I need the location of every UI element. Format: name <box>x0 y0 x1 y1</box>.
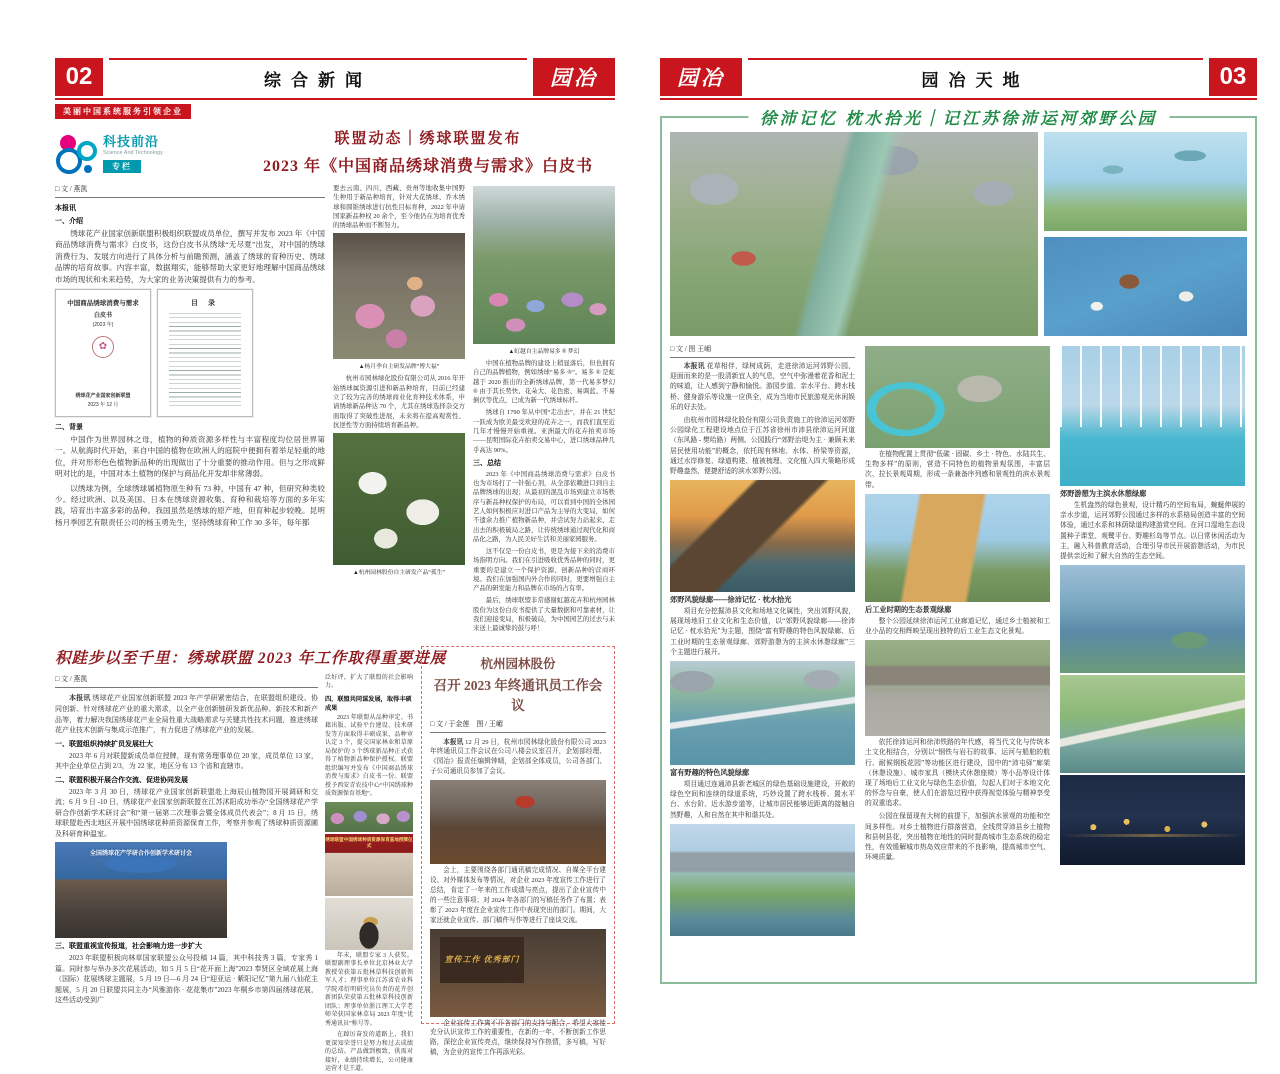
plaque-ceremony-photo <box>325 834 413 896</box>
garden-center-photo <box>473 186 615 344</box>
white-hydrangea-photo <box>333 433 465 565</box>
blue-path-park-photo <box>865 346 1050 448</box>
page-02-header <box>55 58 615 119</box>
molecule-icon <box>55 131 97 175</box>
paragraph: 本报讯 绣球花产业国家创新联盟 2023 年产学研紧密结合，在联盟组织建设、协同创新、针对绣球花产业的重大需求，以全产业创新链研发新优品种、新技术和新产品等，着力解决我国绣球花产业全局性重大战略需求与关键共性技术问题，推进绣球花产业技术创新与集成示范推广，有力促进了绣球花产业的发展。 <box>55 693 319 735</box>
industrial-relic-garden-photo <box>865 640 1050 736</box>
paragraph: 在植物配置上贯彻“低碳 · 固碳、乡土 · 特色、水陆共生、生物多样”的原则，营造不同特色的植物景观氛围，丰富层次、拉长景观周期，形成一条兼备序列感和景观性的滨水景观带。 <box>865 451 1050 489</box>
paragraph: 由杭州市园林绿化股份有限公司负责施工的徐沛运河郊野公园绿化工程建设地点位于江苏省徐州市沛县徐沛运河河道（东风路 - 樊哈路）两侧。公园践行“郊野治堤为主 · 兼顾未来居民使用功能”的概念，依托现有林地、水体、桥梁等资源，通过水岸修复、绿道构建、植被梳理、文化植入四大策略形成野趣盎然、便捷舒适的滨水郊野公园。 <box>670 416 855 475</box>
paragraph: 生机盎然的绿色景观，设计精巧的空间布局，蜿蜒伸展的亲水步道，运河郊野公园通过多样的水系格局创造丰富的空间体验，通过水系和林荫绿道构建游赏空间。在河口湿地生态设置种子课堂、观鹭平台、野趣杉岛等节点。以日常休闲活动为主，融入科普教育活动，合理引导市民开展游憩活动，为市民提供亲近和了解大自然的生态空间。 <box>1060 502 1245 560</box>
paragraph: 本报讯 花草相伴，绿树成荫，走进徐沛运河郊野公园，迎面而来的是一股清新宜人的气息，空气中弥漫着花香和泥土的味道，让人感到宁静和愉悦。游园步道、亲水平台、跨水栈桥、健身游乐等设施一应俱全，成为当地市民旅游观光休闲娱乐的好去处。 <box>670 363 856 411</box>
paragraph: 中国在植物品牌的建设上稍显落后，但也拥有自己的品牌植物，例如绣球“易多 ®”。易多 ® 是虹越于 2020 推出的全新绣球品牌，第一代易多梦幻 ® 由于其长势快、花朵大、花色密、易调蓝、不易倒伏等优点，已成为新一代绣球标杆。 <box>473 360 615 405</box>
sunset-pavilion-photo <box>670 480 855 592</box>
paragraph: 绣球自 1790 年从中国“走出去”，并在 21 世纪一跃成为欧美最受欢迎的花卉之一，而我们直至近几年才慢慢开始重视。亚洲最大的花卉拍卖市场——昆明国际花卉拍卖交易中心，进口绣球品种几乎高达 90%。 <box>473 409 615 454</box>
tree-sculpture-photo <box>1044 132 1247 231</box>
aerial-canal-park-photo <box>670 132 1038 336</box>
article1-body <box>55 184 615 637</box>
science-column-subtitle: Science And Technology <box>103 150 163 156</box>
whitepaper-covers <box>55 289 325 417</box>
section-heading: 二、背景 <box>55 423 83 431</box>
photo-caption: ▲虹越自主品牌易多 ® 梦幻 <box>508 349 580 355</box>
paragraph: 2023 年 6 月对联盟新成员单位授牌，现有常务理事单位 20 家，成员单位 13 家，其中企业单位占到 2/3，为 22 家，地区分布 13 个省和直辖市。 <box>55 751 318 771</box>
garden-bridge-photo <box>1060 675 1245 773</box>
section-heading: 一、介绍 <box>55 218 83 225</box>
section-heading: 一、联盟组织持续扩员发展壮大 <box>55 740 153 748</box>
article2-headline: 积跬步以至千里：绣球联盟 2023 年工作取得重要进展 <box>55 649 447 667</box>
hydrangea-varieties-photo <box>325 802 413 832</box>
paragraph: 以绣球为例，全球绣球属植物原生种有 73 种，中国有 47 种，但研究种类较少。经过欧洲、以及美国、日本在绣球资源收集、育种和栽培等方面的多年实践，培育出丰富多彩的品种。我国虽然是绣球的原产地，但育种起步较晚。昆明杨月季园艺有限责任公司的杨玉勇先生，坚持绣球育种工作 30 多年，每年都 <box>55 483 325 527</box>
paragraph: 本报讯 12 月 29 日，杭州市园林绿化股份有限公司 2023 年终通讯员工作会议在公司八楼会议室召开，企划部经理、《园冶》报责任编辑钟晴，企划部全体成员，公司各部门、子公司通讯员参加了会议。 <box>430 738 607 776</box>
article2 <box>55 646 447 1073</box>
section-heading: 二、联盟积极开展合作交流、促进协同发展 <box>55 776 188 784</box>
masthead-logo: 园冶 <box>660 58 742 96</box>
science-column-logo <box>55 125 241 176</box>
page-number: 03 <box>1209 58 1257 96</box>
paragraph: 项目通过连通沛县新老城区的绿色基础设施建设，开敞的绿色空间和连续的绿道系统，巧妙设置了跨水栈桥、置水平台、水台阶、近水游步道等，让城市居民能够近距离的接触自然野趣，人和自然在其中和谐共处。 <box>670 781 855 819</box>
paragraph: 依托徐沛运河和徐沛铁路的年代感，将当代文化与传统本土文化相结合，分别以“钢铁与岩石的故事、运河与船舶的航行、耐候钢板花园”等功能区进行建设，园中的“沛屯驿”廊架（休憩设施）、城市家具（模块式休憩座椅）等小品等设计体现了场地后工业文化与绿色生态价值，勾起人们对于本地文化的怀念与自豪，使人们在游览过程中获得视觉体验与精神享受的双重追求。 <box>865 739 1050 808</box>
masthead-logo: 园冶 <box>533 58 615 96</box>
breeder-with-hydrangeas-photo <box>333 233 465 359</box>
paragraph: 泛好评，扩大了联盟的社会影响力。 <box>325 674 413 690</box>
header-rule <box>660 98 1257 100</box>
science-column-title: 科技前沿 <box>103 134 160 149</box>
man-with-plaque-photo <box>325 898 413 950</box>
whitepaper-toc-page: 目 录 <box>157 289 253 417</box>
toc-lines <box>169 313 241 408</box>
article2-byline: □ 文 / 燕凯 <box>55 674 318 688</box>
wetland-lake-photo <box>1060 565 1245 673</box>
paragraph: 要去云南、四川、西藏、贵州等地收集中国野生种用于新品种培育，针对大花绣球、乔木绣球和圆锥绣球进行抗性目标育种，2022 年申请国家新品种权 20 余个，至今他仍在为培育优秀的绣球品种而不断努力。 <box>333 185 465 230</box>
page-03-header <box>660 58 1257 100</box>
article1-byline: □ 文 / 燕凯 <box>55 184 325 198</box>
page-number: 02 <box>55 58 103 96</box>
paragraph: 企业宣传工作离不开各部门的支持与配合，希望大家能充分认识宣传工作的重要性，在新的一年，不断创新工作思路，深挖企业宣传亮点，继续保持写作热情，多写稿，写好稿，为企业的宣传工作再添光彩。 <box>430 1019 606 1057</box>
symposium-group-photo <box>55 842 227 938</box>
meeting-room-photo <box>430 780 606 864</box>
page-02 <box>55 58 615 1073</box>
night-riverside-photo <box>1060 775 1245 865</box>
canopy-pavilion-photo <box>865 494 1050 602</box>
paragraph: 中国作为世界园林之母，植物的种质资源多样性与丰富程度均位居世界第一。从航海时代开始，来自中国的植物在欧洲人的庭院中便拥有着举足轻重的地位，并对形形色色植物新品种的出现做出了十分重要的推动作用。但与之形成鲜明对比的是，中国对本土植物的保护与商品化开发却非常薄弱。 <box>55 434 325 479</box>
lead-tag: 本报讯 <box>55 205 76 212</box>
paragraph: 杭州市园林绿化股份有限公司从 2016 年开始绣球属资源引进和新品种培育，目前已经建立了较为完善的绣球商业化育种技术体系，申请绣球新品种达 70 个，尤其在绣球选择杂交方面取得了突破性进展，未来将在提高观赏性、抗逆性等方面持续培育新品种。 <box>333 375 465 429</box>
section-title: 综合新闻 <box>264 70 372 90</box>
feature-frame <box>660 109 1257 984</box>
paragraph: 在踔厉奋发的道路上，我们更深知荣誉只是努力和过去成绩的总结。产品做到极致，供需对接好，业绩持续增长，公司健康运营才是王道。 <box>325 1032 413 1073</box>
paragraph: 这不仅是一份白皮书，更是为接下来的消费市场指明方向。我们在引进吸收优秀品种的同时，更重要的是建立一个保护资源、创新品种的营商环境。我们在加强国内外合作的同时，更要增强自主产品的研发能力和品牌在市场的占有率。 <box>473 548 615 593</box>
feature-headline: 徐沛记忆 枕水拾光｜记江苏徐沛运河郊野公园 <box>748 105 1169 129</box>
section-heading: 四、联盟共同谋发展，取得丰硕成果 <box>325 695 412 712</box>
page-03 <box>660 58 1257 984</box>
award-ceremony-photo <box>430 929 606 1017</box>
article3-box <box>421 646 615 1057</box>
paragraph: 2023 年《中国商品绣球消费与需求》白皮书也为市场打了一针强心剂，从全部依赖进口到自主品牌绣球的出现；从最初的混乱市场到建立市场秩序与新品种权保护的布局，可以看到中国的全体园艺人如何积极应对进口产品为主导的大变局，如何不遗余力推广植物新品种，并尝试努力站起来、走出去的积极破局之路，让传统绣球通过现代化和商品化之路，为人民美好生活和美丽家园服务。 <box>473 470 615 543</box>
section-heading: 郊野游憩为主滨水休憩绿廊 <box>1060 489 1147 498</box>
symposium-banner-text: 全国绣球花产学研合作创新学术研讨会 <box>89 851 192 858</box>
section-heading: 三、联盟重视宣传报道，社会影响力进一步扩大 <box>55 943 202 951</box>
whitepaper-cover: 中国商品绣球消费与需求 白皮书 (2023 年) ✿ 绣球花产业国家创新联盟 2023 年 12 月 <box>55 289 151 417</box>
article3-headline-line1: 杭州园林股份 <box>480 656 556 671</box>
article1-headline: 联盟动态｜绣球联盟发布 2023 年《中国商品绣球消费与需求》白皮书 <box>262 131 593 175</box>
lead-tag: 本报讯 <box>683 363 705 370</box>
header-rule <box>55 98 615 100</box>
slogan-tag: 美丽中国系统服务引领企业 <box>55 104 191 119</box>
alliance-seal-icon: ✿ <box>92 336 114 358</box>
lead-tag: 本报讯 <box>443 738 464 746</box>
section-heading: 富有野趣的特色风貌绿廊 <box>670 768 750 777</box>
lead-tag: 本报讯 <box>69 694 91 702</box>
article3-headline-line2: 召开 2023 年终通讯员工作会议 <box>433 677 603 713</box>
photo-caption: ▲杭州园林股份自主研发产品“孤生” <box>352 570 446 577</box>
paragraph: 整个公园延续徐沛运河工业廊道记忆，通过乡土植被和工业小品的交相辉映呈现出独特的后工业生态文化景观。 <box>865 617 1050 635</box>
presentation-screen: 宣传工作 优秀部门 <box>440 937 524 983</box>
photo-caption: ▲杨月季自主研发品牌“博大福” <box>358 364 440 371</box>
paragraph: 2023 年联盟积极向林草国家联盟公众号投稿 14 篇，其中科技秀 3 篇，专家秀 1 篇。同时参与举办多次花展活动，如 5 月 5 日“花开面上海”2023 奉贤区全域花展上海（国际）花展绣球主题展，5 月 19 日—6 月 24 日“迎亚运 · 紫阳记忆”第九届八仙花主题展，5 月 20 日联盟共同主办“风雅游你 · 花花集市”2023 年桐乡市第四届绣球花展，这些活动受到广 <box>55 954 318 1005</box>
section-title: 园冶天地 <box>921 70 1030 90</box>
paragraph: 2023 年 3 月 30 日，绣球花产业国家创新联盟赴上海辰山植物园开展调研和交流；6 月 9 日 -10 日，绣球花产业国家创新联盟在江苏沭阳成功举办“全国绣球花产学研合作创新学术研讨会”和“第一届第二次理事会暨全体成员代表会”；8 月 15 日，绣球联盟赴西北地区开展中国绣球花种质资源保育工作，考察并参观了绣球种质资源圃及科研育种温室。 <box>55 787 318 838</box>
river-footbridge-photo <box>670 661 855 765</box>
paragraph: 年末，联盟专家 3 人获奖。联盟副理事长单位北京林业大学教授荣获第五批林草科技创新领军人才；理事单位江苏省农业科学院邓衍明研究员负责的花卉创新团队荣获第五批林草科技创新团队；理事单位浙江理工大学老师荣获国家林草局 2023 年度“优秀通讯员”称号等。 <box>325 952 413 1027</box>
science-column-badge: 专栏 <box>103 160 141 173</box>
section-heading: 郊野风貌绿廊——徐沛记忆 · 枕水拾光 <box>670 595 792 605</box>
butterfly-walkway-photo <box>1060 346 1245 486</box>
plaque-banner-text: 绣球联盟中国绣球种质资源保育基地授牌仪式 <box>325 836 413 848</box>
paragraph: 最后，绣球联盟非常感谢虹越花卉和杭州园林股份为这份白皮书提供了大量数据和可靠素材，让我们迎接变局，积极破局，为中国园艺的过去与未来送上最诚挚的鼓与呼！ <box>473 597 615 633</box>
section-heading: 三、总结 <box>473 459 501 467</box>
feature-photo-grid <box>670 132 1247 336</box>
paragraph: 绣球花产业国家创新联盟积极组织联盟成员单位，撰写并发布 2023 年《中国商品绣球消费与需求》白皮书，这份白皮书从绣球“无尽夏”出发，对中国的绣球消费行为、发展方向进行了具体分析与前瞻预测，涵盖了绣球的育种历史、绣球品牌的培育故事。内容丰富，数据翔实，能够帮助大家更好地理解中国商品绣球市场的现状和未来趋势，为大家的业务决策提供有力的参考。 <box>55 229 325 284</box>
article3-byline: □ 文 / 于金莲 图 / 王嵋 <box>430 719 606 733</box>
paragraph: 会上，主要围绕各部门通讯稿完成情况、自媒全平台建设、对外媒体发布等情况，对企业 2023 年度宣传工作进行了总结，肯定了一年来的工作成绩与亮点，提出了企业宣传中的一些注意事项；对 2024 年各部门的写稿任务作了布置；表彰了 2023 年度在企业宣传工作中表现突出的部门。期间，大家还就企业宣传、部门稿件写作等进行了座谈交流。 <box>430 867 606 924</box>
feature-byline: □ 文 / 图 王嵋 <box>670 344 855 358</box>
park-and-towers-photo <box>670 824 855 936</box>
section-heading: 后工业时期的生态景观绿廊 <box>865 604 952 614</box>
paragraph: 公园在保留现有大树的前提下，加强滨水景观的功能和空间多样性。对乡土植物进行群落营造，全线贯穿沛县乡土植物和县树县花，突出植物在地性的同时提高城市生态系统的稳定性，有效缓解城市热岛效应带来的不良影响，提高城市空气、环境质量。 <box>865 813 1050 862</box>
paragraph: 2023 年联盟从品种审定、书籍出版、试验平台建设、技术研发等方面取得丰硕成果，品种审认定 3 个，提交国家林业和草原局保护的 3 个绣球新品种正式获得了植物新品种保护授权。联盟组织编写并发布《中国商品绣球消费与需求》白皮书一份。联盟授予西安青农技中心“中国绣球种质资源保育基地”。 <box>325 714 413 798</box>
paragraph: 项目充分挖掘沛县文化和场地文化属性，突出郊野风貌，展现场地旧工业文化和生态价值，以“郊野风貌绿廊——徐沛记忆 · 枕水拾光”为主题，围绕“富有野趣的特色风貌绿廊、后工业时期的生态景观绿廊、郊野游憩为的主滨水休憩绿廊”三个主题进行展开。 <box>670 608 855 656</box>
playground-photo <box>1044 237 1247 336</box>
